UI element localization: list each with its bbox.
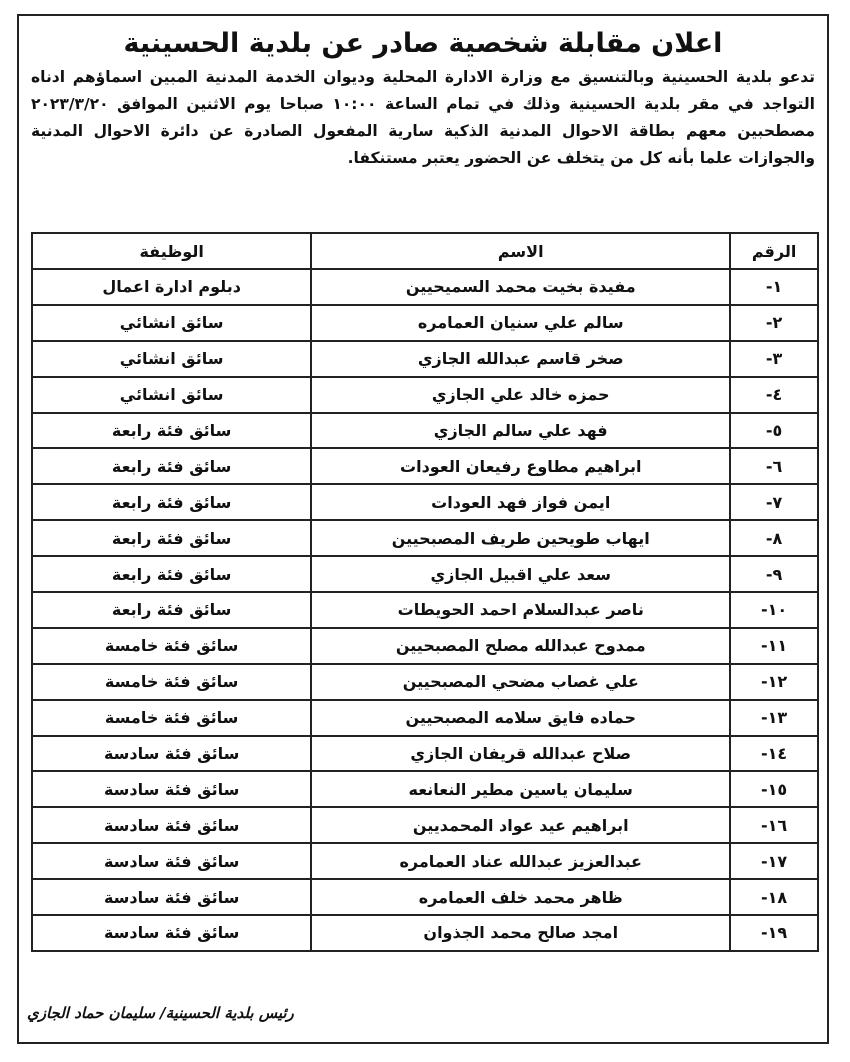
row-job: سائق فئة رابعة — [32, 484, 311, 520]
row-number: ٥- — [730, 413, 818, 449]
table-row — [32, 700, 818, 736]
row-job: سائق فئة سادسة — [32, 807, 311, 843]
row-job: سائق فئة سادسة — [32, 915, 311, 951]
row-name: ابراهيم مطاوع رفيعان العودات — [311, 448, 730, 484]
table-row — [32, 305, 818, 341]
row-number: ١٨- — [730, 879, 818, 915]
table-row — [32, 556, 818, 592]
table-row — [32, 843, 818, 879]
row-name: صخر قاسم عبدالله الجازي — [311, 341, 730, 377]
row-name: سالم علي سنيان العمامره — [311, 305, 730, 341]
row-job: سائق فئة رابعة — [32, 413, 311, 449]
signature-line: رئيس بلدية الحسينية/ سليمان حماد الجازي — [27, 1004, 294, 1022]
row-job: سائق انشائي — [32, 377, 311, 413]
table-row — [32, 915, 818, 951]
row-number: ٧- — [730, 484, 818, 520]
row-name: ابراهيم عيد عواد المحمديين — [311, 807, 730, 843]
table-row — [32, 520, 818, 556]
table-row — [32, 484, 818, 520]
row-name: امجد صالح محمد الجذوان — [311, 915, 730, 951]
row-number: ١٩- — [730, 915, 818, 951]
row-name: ظاهر محمد خلف العمامره — [311, 879, 730, 915]
row-name: ممدوح عبدالله مصلح المصبحيين — [311, 628, 730, 664]
row-job: سائق انشائي — [32, 341, 311, 377]
row-number: ١- — [730, 269, 818, 305]
table-row — [32, 879, 818, 915]
row-number: ١٢- — [730, 664, 818, 700]
table-row — [32, 664, 818, 700]
row-name: فهد علي سالم الجازي — [311, 413, 730, 449]
row-job: سائق فئة رابعة — [32, 556, 311, 592]
row-name: حمزه خالد علي الجازي — [311, 377, 730, 413]
row-name: حماده فايق سلامه المصبحيين — [311, 700, 730, 736]
row-name: صلاح عبدالله قريفان الجازي — [311, 736, 730, 772]
table-row — [32, 592, 818, 628]
row-job: سائق فئة خامسة — [32, 628, 311, 664]
row-number: ١٠- — [730, 592, 818, 628]
row-job: سائق فئة خامسة — [32, 664, 311, 700]
row-job: سائق فئة سادسة — [32, 843, 311, 879]
header-number: الرقم — [730, 233, 818, 269]
row-job: سائق فئة رابعة — [32, 520, 311, 556]
row-job: سائق انشائي — [32, 305, 311, 341]
table-body — [32, 269, 818, 951]
row-number: ٣- — [730, 341, 818, 377]
table-row — [32, 413, 818, 449]
row-name: مفيدة بخيت محمد السميحيين — [311, 269, 730, 305]
row-number: ٩- — [730, 556, 818, 592]
row-job: سائق فئة سادسة — [32, 771, 311, 807]
row-name: سعد علي اقبيل الجازي — [311, 556, 730, 592]
row-job: دبلوم ادارة اعمال — [32, 269, 311, 305]
table-row — [32, 807, 818, 843]
row-number: ١٣- — [730, 700, 818, 736]
row-name: ناصر عبدالسلام احمد الحويطات — [311, 592, 730, 628]
row-number: ٤- — [730, 377, 818, 413]
table-row — [32, 771, 818, 807]
row-number: ١١- — [730, 628, 818, 664]
row-job: سائق فئة سادسة — [32, 879, 311, 915]
row-number: ١٥- — [730, 771, 818, 807]
row-name: سليمان ياسين مطير النعانعه — [311, 771, 730, 807]
table-row — [32, 377, 818, 413]
row-job: سائق فئة رابعة — [32, 592, 311, 628]
row-number: ١٧- — [730, 843, 818, 879]
row-number: ٦- — [730, 448, 818, 484]
row-number: ٨- — [730, 520, 818, 556]
row-number: ١٦- — [730, 807, 818, 843]
announcement-frame — [17, 14, 829, 1044]
row-number: ٢- — [730, 305, 818, 341]
header-name: الاسم — [311, 233, 730, 269]
row-name: ايمن فواز فهد العودات — [311, 484, 730, 520]
row-job: سائق فئة خامسة — [32, 700, 311, 736]
header-job: الوظيفة — [32, 233, 311, 269]
row-name: ايهاب طويحين طريف المصبحيين — [311, 520, 730, 556]
row-job: سائق فئة سادسة — [32, 736, 311, 772]
table-row — [32, 736, 818, 772]
table-row — [32, 448, 818, 484]
table-row — [32, 269, 818, 305]
row-job: سائق فئة رابعة — [32, 448, 311, 484]
candidates-table — [31, 232, 819, 952]
row-name: عبدالعزيز عبدالله عناد العمامره — [311, 843, 730, 879]
table-header-row — [32, 233, 818, 269]
table-row — [32, 628, 818, 664]
row-name: علي غصاب مضحي المصبحيين — [311, 664, 730, 700]
table-row — [32, 341, 818, 377]
row-number: ١٤- — [730, 736, 818, 772]
announcement-title: اعلان مقابلة شخصية صادر عن بلدية الحسينية — [123, 28, 723, 59]
announcement-body: تدعو بلدية الحسينية وبالتنسيق مع وزارة الادارة المحلية وديوان الخدمة المدنية المبين اسماؤهم ادناه التواجد في مقر بلدية الحسينية وذلك في تمام الساعة ١٠:٠٠ صباحا يوم الاثنين الموافق ٢٠٢٣/٣/٢٠ مصطحبين معهم بطاقة الاحوال المدنية الذكية سارية المفعول الصادرة عن دائرة الاحوال المدنية والجوازات علما بأنه كل من يتخلف عن الحضور يعتبر مستنكفا. — [31, 68, 815, 167]
